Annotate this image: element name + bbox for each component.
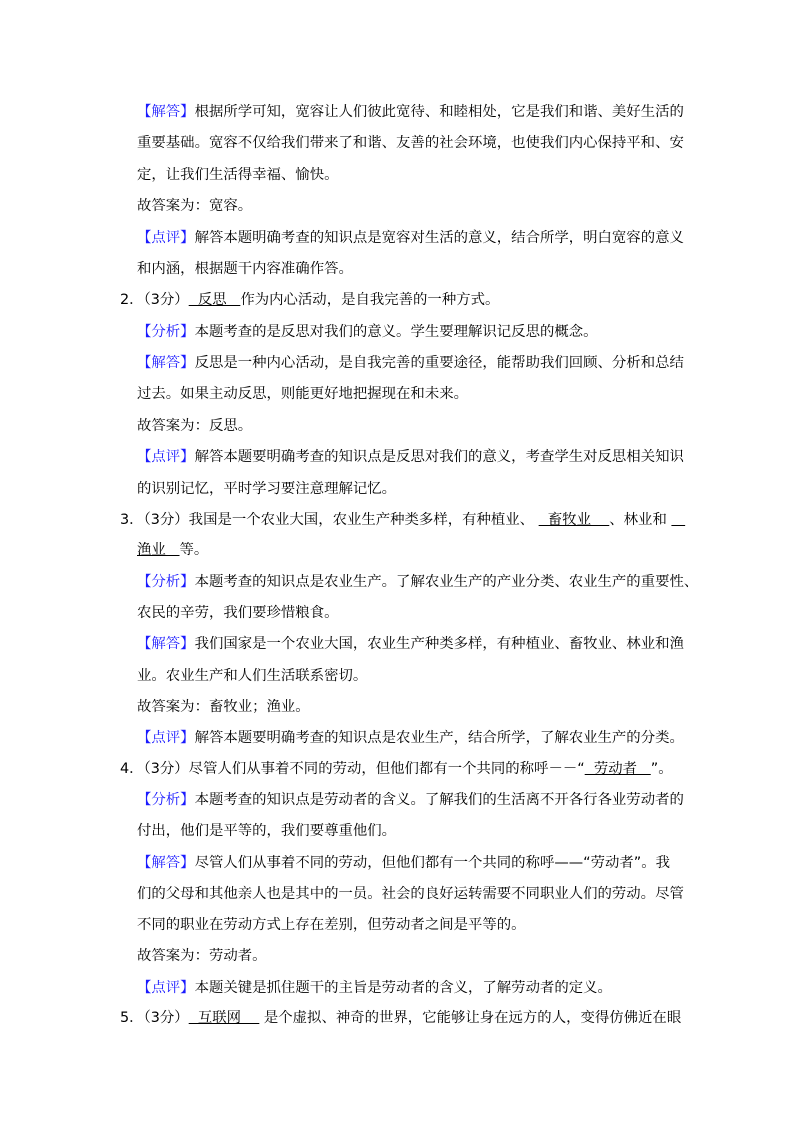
text-segment: 故答案为：宽容。 [137,198,253,214]
section-label: 【分析】 [137,792,195,808]
section-label: 【点评】 [137,980,195,996]
section-label: 【解答】 [137,104,195,120]
text-segment: 解答本题要明确考查的知识点是农业生产，结合所学，了解农业生产的分类。 [194,730,684,746]
section-label: 【解答】 [137,355,195,371]
text-segment: 不同的职业在劳动方式上存在差别，但劳动者之间是平等的。 [137,917,526,933]
question-line [120,1007,681,1029]
text-line [137,164,338,186]
text-segment: 5．（3分） [120,1010,189,1026]
section-label: 【分析】 [137,574,195,590]
text-line [137,883,684,905]
text-segment: 解答本题要明确考查的知识点是反思对我们的意义，考查学生对反思相关知识 [194,449,684,465]
answer-blank: 渔业 [137,542,180,558]
section-label: 【点评】 [137,730,195,746]
text-line [137,132,684,154]
section-label: 【解答】 [137,636,195,652]
text-segment: 尽管人们从事着不同的劳动，但他们都有一个共同的称呼——“劳动者”。我 [194,855,670,871]
section-label: 【点评】 [137,230,195,246]
text-line [137,852,670,874]
text-segment: 定，让我们生活得幸福、愉快。 [137,167,339,183]
text-segment: 本题考查的知识点是农业生产。了解农业生产的产业分类、农业生产的重要性、 [194,574,699,590]
text-segment: 付出，他们是平等的，我们要尊重他们。 [137,823,397,839]
text-segment: 作为内心活动，是自我完善的一种方式。 [240,292,500,308]
answer-blank: 互联网 [188,1010,260,1026]
text-line [137,977,612,999]
text-segment: 故答案为：畜牧业；渔业。 [137,699,310,715]
question-line [120,758,673,780]
text-segment: 故答案为：反思。 [137,418,253,434]
question-line [120,509,685,531]
text-segment: 等。 [179,542,209,558]
text-segment: 是个虚拟、神奇的世界，它能够让身在远方的人，变得仿佛近在眼 [259,1010,682,1026]
text-segment: 本题考查的知识点是劳动者的含义。了解我们的生活离不开各行各业劳动者的 [194,792,684,808]
text-line [137,258,353,280]
text-line [137,415,252,437]
text-segment: 的识别记忆，平时学习要注意理解记忆。 [137,481,397,497]
text-line [137,820,396,842]
text-segment: 故答案为：劳动者。 [137,948,267,964]
text-segment: ”。 [650,761,673,777]
text-line [137,665,367,687]
text-segment: 反思是一种内心活动，是自我完善的重要途径，能帮助我们回顾、分析和总结 [194,355,684,371]
text-segment: 、林业和 [609,512,672,528]
text-line [137,727,684,749]
text-line [137,321,598,343]
text-line [137,789,684,811]
text-line [137,571,698,593]
text-segment: 4．（3分）尽管人们从事着不同的劳动，但他们都有一个共同的称呼－－“ [120,761,585,777]
text-line [137,101,684,123]
answer-blank: 反思 [188,292,241,308]
text-line [137,914,526,936]
text-segment: 们的父母和其他亲人也是其中的一员。社会的良好运转需要不同职业人们的劳动。尽管 [137,886,684,902]
text-segment: 农民的辛劳，我们要珍惜粮食。 [137,605,339,621]
text-line [137,696,310,718]
text-segment: 本题关键是抓住题干的主旨是劳动者的含义，了解劳动者的定义。 [194,980,612,996]
text-segment: 我们国家是一个农业大国，农业生产种类多样，有种植业、畜牧业、林业和渔 [194,636,684,652]
answer-blank [671,512,685,528]
section-label: 【解答】 [137,855,195,871]
answer-blank: 劳动者 [584,761,651,777]
text-line [137,446,684,468]
text-line [137,352,684,374]
text-segment: 2．（3分） [120,292,189,308]
text-segment: 过去。如果主动反思，则能更好地把握现在和未来。 [137,386,468,402]
text-segment: 本题考查的是反思对我们的意义。学生要理解识记反思的概念。 [194,324,598,340]
text-line [137,633,684,655]
answer-blank: 畜牧业 [538,512,610,528]
text-segment: 3．（3分）我国是一个农业大国，农业生产种类多样，有种植业、 [120,512,539,528]
text-line [137,383,468,405]
question-line [120,289,499,311]
text-line [137,227,684,249]
text-line [137,602,338,624]
text-line [137,945,267,967]
text-segment: 重要基础。宽容不仅给我们带来了和谐、友善的社会环境，也使我们内心保持平和、安 [137,135,684,151]
text-line [137,478,396,500]
text-line [137,195,252,217]
section-label: 【分析】 [137,324,195,340]
text-segment: 解答本题明确考查的知识点是宽容对生活的意义，结合所学，明白宽容的意义 [194,230,684,246]
text-segment: 根据所学可知，宽容让人们彼此宽待、和睦相处，它是我们和谐、美好生活的 [194,104,684,120]
section-label: 【点评】 [137,449,195,465]
text-line [137,539,208,561]
text-segment: 业。农业生产和人们生活联系密切。 [137,668,368,684]
text-segment: 和内涵，根据题干内容准确作答。 [137,261,353,277]
